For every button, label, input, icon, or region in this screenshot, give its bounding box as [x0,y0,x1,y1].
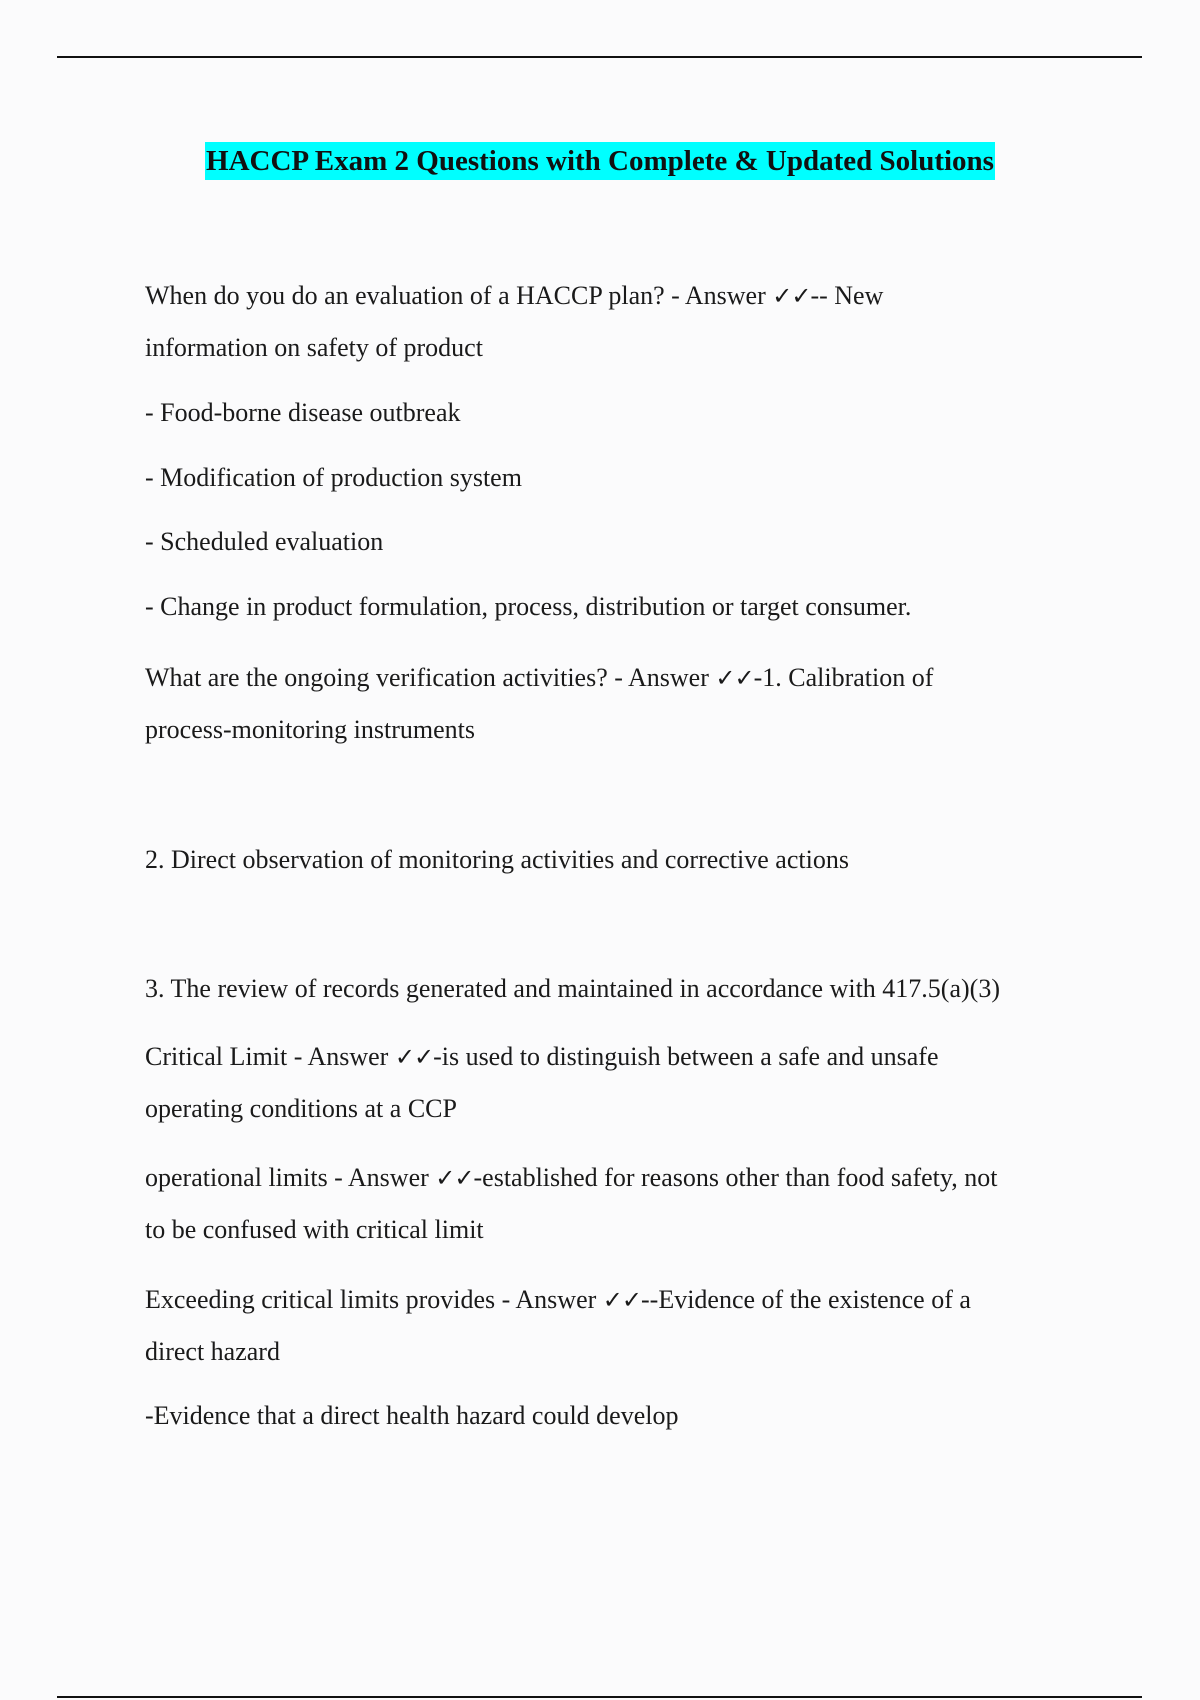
answer-continuation: to be confused with critical limit [145,1215,484,1244]
qa-item-verification [145,652,933,756]
list-item: - Modification of production system [145,463,522,492]
answer-continuation: operating conditions at a CCP [145,1094,457,1123]
question-text: operational limits - Answer [145,1163,436,1192]
answer-text: -established for reasons other than food safety, not [473,1163,998,1192]
list-item: - Scheduled evaluation [145,527,384,556]
document-title: HACCP Exam 2 Questions with Complete & Updated Solutions [205,142,995,180]
check-mark-icon: ✓✓ [772,282,811,310]
answer-text: --Evidence of the existence of a [641,1285,971,1314]
qa-item-exceeding-limits [145,1274,971,1378]
bottom-rule [57,1696,1142,1698]
question-text: Exceeding critical limits provides - Answer [145,1285,603,1314]
qa-item-operational-limits [145,1152,997,1256]
question-text: What are the ongoing verification activities? - Answer [145,663,716,692]
answer-continuation: process-monitoring instruments [145,715,476,744]
list-item: 2. Direct observation of monitoring activities and corrective actions [145,845,849,874]
answer-text: -1. Calibration of [753,663,934,692]
answer-continuation: information on safety of product [145,333,483,362]
check-mark-icon: ✓✓ [715,664,754,692]
answer-text: -- New [810,281,884,310]
question-text: When do you do an evaluation of a HACCP plan? - Answer [145,281,773,310]
question-text: Critical Limit - Answer [145,1042,395,1071]
check-mark-icon: ✓✓ [602,1286,641,1314]
qa-item-plan-evaluation [145,270,883,374]
answer-text: -is used to distinguish between a safe and unsafe [433,1042,939,1071]
list-item: - Change in product formulation, process, distribution or target consumer. [145,592,912,621]
list-item: 3. The review of records generated and maintained in accordance with 417.5(a)(3) [145,974,1000,1003]
list-item: -Evidence that a direct health hazard could develop [145,1401,679,1430]
check-mark-icon: ✓✓ [394,1043,434,1071]
title-container [0,142,1200,180]
list-item: - Food-borne disease outbreak [145,398,461,427]
top-rule [57,56,1142,58]
check-mark-icon: ✓✓ [435,1164,474,1192]
qa-item-critical-limit [145,1031,939,1135]
answer-continuation: direct hazard [145,1337,280,1366]
